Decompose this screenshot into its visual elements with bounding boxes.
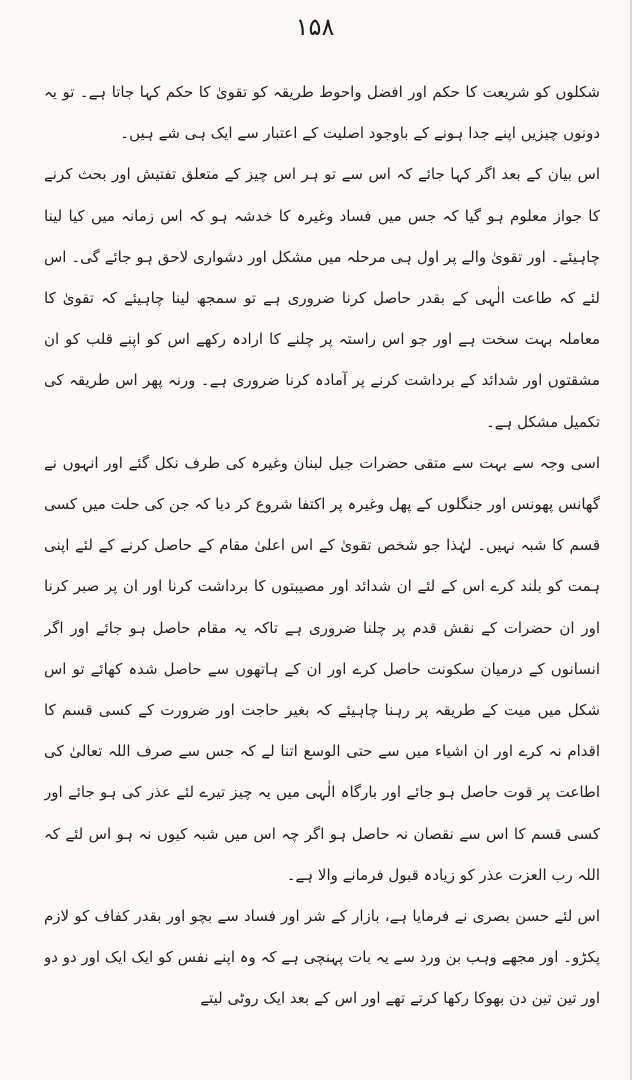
- page-body-text: [44, 72, 600, 1068]
- paragraph: اسی وجہ سے بہت سے متقی حضرات جبل لبنان وغیرہ کی طرف نکل گئے اور انہوں نے گھانس پھونس اور جنگلوں کے پھل وغیرہ پر اکتفا شروع کر دیا کہ جن کی حلت میں کسی قسم کا شبہ نہیں۔ لہٰذا جو شخص تقویٰ کے اس اعلیٰ مقام کے حاصل کرنے کے لئے اپنی ہمت کو بلند کرے اس کے لئے ان شدائد اور مصیبتوں کا برداشت کرنا اور ان پر صبر کرنا اور ان حضرات کے نقش قدم پر چلنا ضروری ہے تاکہ یہ مقام حاصل ہو جائے اور اگر انسانوں کے درمیان سکونت حاصل کرے اور ان کے ہاتھوں سے حاصل شدہ کھائے تو اس شکل میں میت کے طریقہ پر رہنا چاہیئے کہ بغیر حاجت اور ضرورت کے کسی قسم کا اقدام نہ کرے اور ان اشیاء میں سے حتی الوسع اتنا لے کہ جس سے صرف اللہ تعالیٰ کی اطاعت پر قوت حاصل ہو جائے اور بارگاہ الٰہی میں یہ چیز تیرے لئے عذر کی ہو جائے اور کسی قسم کا اس سے نقصان نہ حاصل ہو اگر چہ اس میں شبہ کیوں نہ ہو اس لئے کہ اللہ رب العزت عذر کو زیادہ قبول فرمانے والا ہے۔: [44, 453, 600, 884]
- paragraph: شکلوں کو شریعت کا حکم اور افضل واحوط طریقہ کو تقویٰ کا حکم کہا جاتا ہے۔ تو یہ دونوں چیزیں اپنے جدا ہونے کے باوجود اصلیت کے اعتبار سے ایک ہی شے ہیں۔: [44, 83, 600, 143]
- paragraph: اس بیان کے بعد اگر کہا جائے کہ اس سے تو ہر اس چیز کے متعلق تفتیش اور بحث کرنے کا جواز معلوم ہو گیا کہ جس میں فساد وغیرہ کا خدشہ ہو کہ اس زمانہ میں کیا لینا چاہیئے۔ اور تقویٰ والے پر اول ہی مرحلہ میں مشکل اور دشواری لاحق ہو جائے گی۔ اس لئے کہ طاعت الٰہی کے بقدر حاصل کرنا ضروری ہے تو سمجھ لینا چاہیئے کہ تقویٰ کا معاملہ بہت سخت ہے اور جو اس راستہ پر چلنے کا ارادہ رکھے اس کو اپنے قلب کو ان مشقتوں اور شدائد کے برداشت کرنے پر آمادہ کرنا ضروری ہے۔ ورنہ پھر اس طریقہ کی تکمیل مشکل ہے۔: [44, 165, 600, 431]
- page-number: ۱۵۸: [295, 13, 335, 41]
- paragraph: اس لئے حسن بصری نے فرمایا ہے، بازار کے شر اور فساد سے بچو اور بقدر کفاف کو لازم پکڑو۔ اور مجھے وہب بن ورد سے یہ بات پہنچی ہے کہ وہ اپنے نفس کو ایک ایک اور دو دو اور تین تین دن بھوکا رکھا کرتے تھے اور اس کے بعد ایک روٹی لیتے: [44, 907, 600, 1008]
